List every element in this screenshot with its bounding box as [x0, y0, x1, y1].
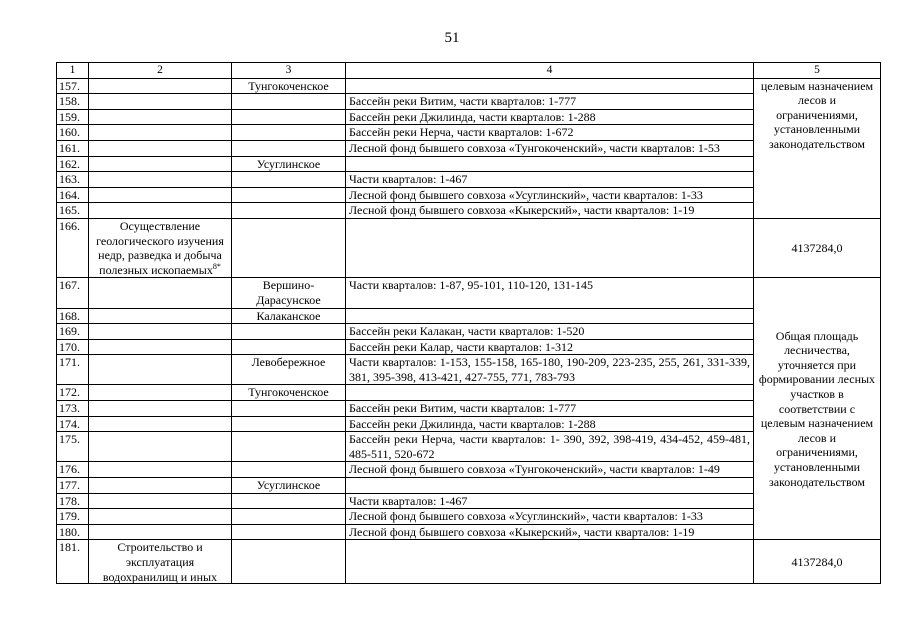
- quarters-cell: Лесной фонд бывшего совхоза «Усуглинский», части кварталов: 1-33: [346, 187, 754, 203]
- row-number: 180.: [57, 524, 89, 540]
- row-number: 171.: [57, 355, 89, 385]
- area-cell: 4137284,0: [754, 218, 881, 277]
- purpose-cell: [89, 203, 232, 219]
- row-number: 172.: [57, 385, 89, 401]
- district-cell: Вершино-Дарасунское: [232, 278, 346, 308]
- col-header: 1: [57, 63, 89, 79]
- row-number: 167.: [57, 278, 89, 308]
- row-number: 176.: [57, 462, 89, 478]
- district-cell: Усуглинское: [232, 478, 346, 494]
- col-header: 5: [754, 63, 881, 79]
- district-cell: [232, 462, 346, 478]
- quarters-cell: [346, 540, 754, 584]
- purpose-cell: [89, 187, 232, 203]
- district-cell: [232, 125, 346, 141]
- row-number: 158.: [57, 94, 89, 110]
- district-cell: [232, 324, 346, 340]
- quarters-cell: Лесной фонд бывшего совхоза «Кыкерский», части кварталов: 1-19: [346, 203, 754, 219]
- district-cell: Усуглинское: [232, 156, 346, 172]
- purpose-text: Строительство и эксплуатация водохранилищ и иных: [102, 540, 218, 584]
- quarters-cell: Бассейн реки Витим, части кварталов: 1-777: [346, 94, 754, 110]
- quarters-cell: Лесной фонд бывшего совхоза «Тунгокоченский», части кварталов: 1-49: [346, 462, 754, 478]
- district-cell: [232, 172, 346, 188]
- row-number: 178.: [57, 493, 89, 509]
- purpose-cell: [89, 432, 232, 462]
- quarters-cell: [346, 78, 754, 94]
- quarters-cell: Бассейн реки Витим, части кварталов: 1-777: [346, 401, 754, 417]
- purpose-cell: [89, 339, 232, 355]
- purpose-cell: [89, 401, 232, 417]
- quarters-cell: Бассейн реки Калар, части кварталов: 1-312: [346, 339, 754, 355]
- footnote-mark: 8*: [212, 261, 221, 271]
- row-number: 161.: [57, 140, 89, 156]
- district-cell: [232, 140, 346, 156]
- district-cell: [232, 509, 346, 525]
- quarters-cell: Лесной фонд бывшего совхоза «Тунгокоченский», части кварталов: 1-53: [346, 140, 754, 156]
- table-row: [57, 278, 881, 308]
- quarters-cell: [346, 385, 754, 401]
- district-cell: [232, 109, 346, 125]
- district-cell: [232, 540, 346, 584]
- row-number: 179.: [57, 509, 89, 525]
- row-number: 166.: [57, 218, 89, 277]
- table-row: [57, 78, 881, 94]
- district-cell: Левобережное: [232, 355, 346, 385]
- quarters-cell: Части кварталов: 1-467: [346, 493, 754, 509]
- col-header: 3: [232, 63, 346, 79]
- district-cell: [232, 339, 346, 355]
- forest-use-table: [56, 62, 881, 584]
- row-number: 164.: [57, 187, 89, 203]
- purpose-cell: [89, 540, 232, 584]
- row-number: 169.: [57, 324, 89, 340]
- purpose-cell: [89, 355, 232, 385]
- purpose-cell: [89, 324, 232, 340]
- purpose-cell: [89, 78, 232, 94]
- quarters-cell: Лесной фонд бывшего совхоза «Усуглинский», части кварталов: 1-33: [346, 509, 754, 525]
- district-cell: [232, 94, 346, 110]
- row-number: 160.: [57, 125, 89, 141]
- row-number: 163.: [57, 172, 89, 188]
- district-cell: [232, 401, 346, 417]
- row-number: 168.: [57, 308, 89, 324]
- purpose-cell: [89, 140, 232, 156]
- col-header: 2: [89, 63, 232, 79]
- purpose-cell: [89, 109, 232, 125]
- purpose-cell: [89, 478, 232, 494]
- purpose-cell: [89, 156, 232, 172]
- quarters-cell: Бассейн реки Джилинда, части кварталов: 1-288: [346, 416, 754, 432]
- purpose-text: Осуществление геологического изучения недр, разведка и добыча полезных ископаемых: [96, 218, 224, 277]
- quarters-cell: Бассейн реки Нерча, части кварталов: 1-672: [346, 125, 754, 141]
- district-cell: [232, 524, 346, 540]
- area-note-cell: целевым назначением лесов и ограничениями, установленными законодательством: [754, 78, 881, 218]
- row-number: 175.: [57, 432, 89, 462]
- table-row: [57, 540, 881, 584]
- district-cell: [232, 203, 346, 219]
- header-row: [57, 63, 881, 79]
- quarters-cell: Части кварталов: 1-153, 155-158, 165-180, 190-209, 223-235, 255, 261, 331-339, 381, 395-398, 413-421, 427-755, 771, 783-793: [346, 355, 754, 385]
- quarters-cell: Бассейн реки Нерча, части кварталов: 1- 390, 392, 398-419, 434-452, 459-481, 485-511, 520-672: [346, 432, 754, 462]
- row-number: 174.: [57, 416, 89, 432]
- district-cell: Калаканское: [232, 308, 346, 324]
- district-cell: [232, 432, 346, 462]
- row-number: 170.: [57, 339, 89, 355]
- district-cell: [232, 416, 346, 432]
- quarters-cell: Части кварталов: 1-467: [346, 172, 754, 188]
- quarters-cell: [346, 218, 754, 277]
- row-number: 181.: [57, 540, 89, 584]
- purpose-cell: [89, 462, 232, 478]
- purpose-cell: [89, 308, 232, 324]
- table-row: [57, 218, 881, 277]
- purpose-cell: [89, 218, 232, 277]
- district-cell: [232, 218, 346, 277]
- purpose-cell: [89, 524, 232, 540]
- district-cell: [232, 493, 346, 509]
- area-cell: 4137284,0: [754, 540, 881, 584]
- purpose-cell: [89, 509, 232, 525]
- quarters-cell: [346, 308, 754, 324]
- row-number: 162.: [57, 156, 89, 172]
- purpose-cell: [89, 125, 232, 141]
- page-number: 51: [444, 30, 460, 46]
- purpose-cell: [89, 385, 232, 401]
- district-cell: Тунгокоченское: [232, 78, 346, 94]
- quarters-cell: Бассейн реки Джилинда, части кварталов: 1-288: [346, 109, 754, 125]
- row-number: 177.: [57, 478, 89, 494]
- quarters-cell: Бассейн реки Калакан, части кварталов: 1-520: [346, 324, 754, 340]
- purpose-cell: [89, 416, 232, 432]
- purpose-cell: [89, 94, 232, 110]
- purpose-cell: [89, 172, 232, 188]
- purpose-cell: [89, 278, 232, 308]
- area-note-cell: Общая площадь лесничества, уточняется при формировании лесных участков в соответствии с целевым назначением лесов и ограничениями, установленными законодательством: [754, 278, 881, 540]
- row-number: 165.: [57, 203, 89, 219]
- row-number: 157.: [57, 78, 89, 94]
- district-cell: [232, 187, 346, 203]
- quarters-cell: Лесной фонд бывшего совхоза «Кыкерский», части кварталов: 1-19: [346, 524, 754, 540]
- row-number: 159.: [57, 109, 89, 125]
- quarters-cell: Части кварталов: 1-87, 95-101, 110-120, 131-145: [346, 278, 754, 308]
- quarters-cell: [346, 478, 754, 494]
- col-header: 4: [346, 63, 754, 79]
- row-number: 173.: [57, 401, 89, 417]
- purpose-cell: [89, 493, 232, 509]
- district-cell: Тунгокоченское: [232, 385, 346, 401]
- quarters-cell: [346, 156, 754, 172]
